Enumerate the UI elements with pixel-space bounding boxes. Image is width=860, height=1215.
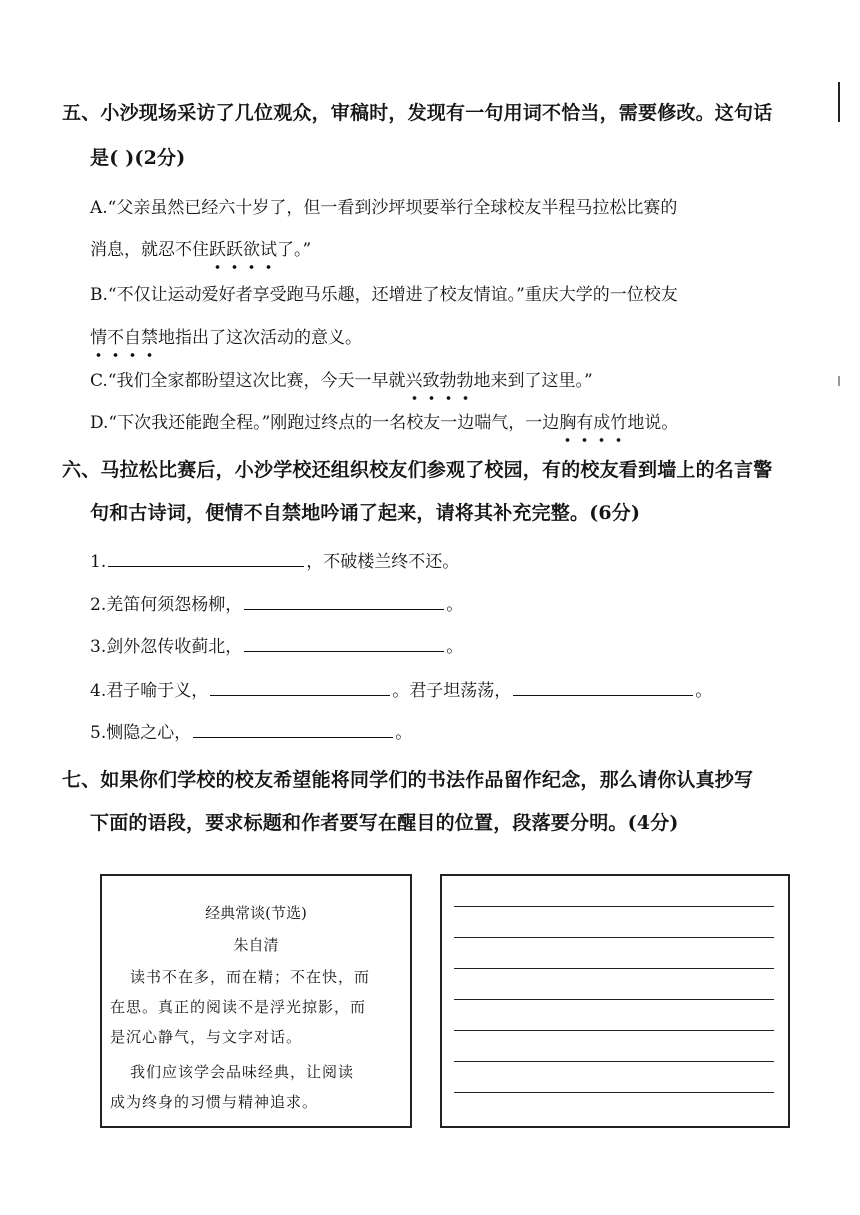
q6-item-4 <box>90 676 712 701</box>
passage-line: 是沉心静气，与文字对话。 <box>110 1028 303 1046</box>
item-text: 4.君子喻于义， <box>90 681 209 701</box>
q5-heading: 五、小沙现场采访了几位观众，审稿时，发现有一句用词不恰当，需要修改。这句话 <box>62 102 773 124</box>
q6-heading: 六、马拉松比赛后，小沙学校还组织校友们参观了校园，有的校友看到墙上的名言警 <box>62 459 773 481</box>
q5-option-b-line1: B.“不仅让运动爱好者享受跑马乐趣，还增进了校友情谊。”重庆大学的一位校友 <box>90 285 678 305</box>
q6-item-2 <box>90 590 463 615</box>
writing-box[interactable] <box>440 874 790 1128</box>
item-text: 2.羌笛何须怨杨柳， <box>90 595 243 615</box>
q5-option-a-line2 <box>90 235 311 260</box>
item-text: 5.恻隐之心， <box>90 723 192 743</box>
binding-mark <box>838 82 840 122</box>
q6-heading-cont: 句和古诗词，便情不自禁地吟诵了起来，请将其补充完整。(6分) <box>90 502 641 524</box>
margin-mark <box>838 376 840 386</box>
q7-heading-cont: 下面的语段，要求标题和作者要写在醒目的位置，段落要分明。(4分) <box>90 812 679 834</box>
writing-line[interactable] <box>454 937 774 938</box>
dotted-phrase: 胸有成竹 <box>559 408 627 433</box>
option-text: D.“下次我还能跑全程。”刚跑过终点的一名校友一边喘气，一边 <box>90 413 560 433</box>
answer-blank[interactable] <box>244 635 444 652</box>
q5-option-a-line1: A.“父亲虽然已经六十岁了，但一看到沙坪坝要举行全球校友半程马拉松比赛的 <box>90 198 678 218</box>
q5-option-b-line2 <box>90 323 362 348</box>
writing-line[interactable] <box>454 1092 774 1093</box>
q5-heading-cont: 是( )(2分) <box>90 147 186 169</box>
q7-heading: 七、如果你们学校的校友希望能将同学们的书法作品留作纪念，那么请你认真抄写 <box>62 769 754 791</box>
item-text: 1. <box>90 552 107 572</box>
answer-blank[interactable] <box>210 679 390 696</box>
dotted-phrase: 跃跃欲试 <box>209 235 277 260</box>
q6-item-5 <box>90 718 412 743</box>
writing-line[interactable] <box>454 1030 774 1031</box>
writing-line[interactable] <box>454 968 774 969</box>
writing-line[interactable] <box>454 1061 774 1062</box>
item-text: 。 <box>695 681 713 701</box>
item-text: 3.剑外忽传收蓟北， <box>90 637 243 657</box>
option-text: 地指出了这次活动的意义。 <box>158 328 362 348</box>
passage-title: 经典常谈(节选) <box>205 904 307 922</box>
answer-blank[interactable] <box>108 550 304 567</box>
answer-blank[interactable] <box>193 721 393 738</box>
item-text: 。 <box>395 723 413 743</box>
writing-line[interactable] <box>454 999 774 1000</box>
q5-option-c <box>90 366 593 391</box>
answer-blank[interactable] <box>244 593 444 610</box>
writing-line[interactable] <box>454 906 774 907</box>
item-text: 。 <box>446 637 464 657</box>
passage-box <box>100 874 412 1128</box>
passage-line: 在思。真正的阅读不是浮光掠影，而 <box>110 998 367 1016</box>
option-text: 地来到了这里。” <box>473 371 593 391</box>
option-text: 地说。 <box>627 413 679 433</box>
option-text: 消息，就忍不住 <box>90 240 209 260</box>
q6-item-3 <box>90 632 463 657</box>
item-text: ，不破楼兰终不还。 <box>306 552 460 572</box>
option-text: 了。” <box>277 240 312 260</box>
q5-option-d <box>90 408 678 433</box>
item-text: 。君子坦荡荡， <box>392 681 512 701</box>
dotted-phrase: 兴致勃勃 <box>406 366 474 391</box>
passage-author: 朱自清 <box>233 936 279 954</box>
passage-line: 我们应该学会品味经典，让阅读 <box>130 1063 355 1081</box>
passage-line: 读书不在多，而在精；不在快，而 <box>130 968 371 986</box>
passage-line: 成为终身的习惯与精神追求。 <box>110 1093 319 1111</box>
q6-item-1 <box>90 547 459 572</box>
item-text: 。 <box>446 595 464 615</box>
dotted-phrase: 情不自禁 <box>90 323 158 348</box>
answer-blank[interactable] <box>513 679 693 696</box>
option-text: C.“我们全家都盼望这次比赛，今天一早就 <box>90 371 406 391</box>
